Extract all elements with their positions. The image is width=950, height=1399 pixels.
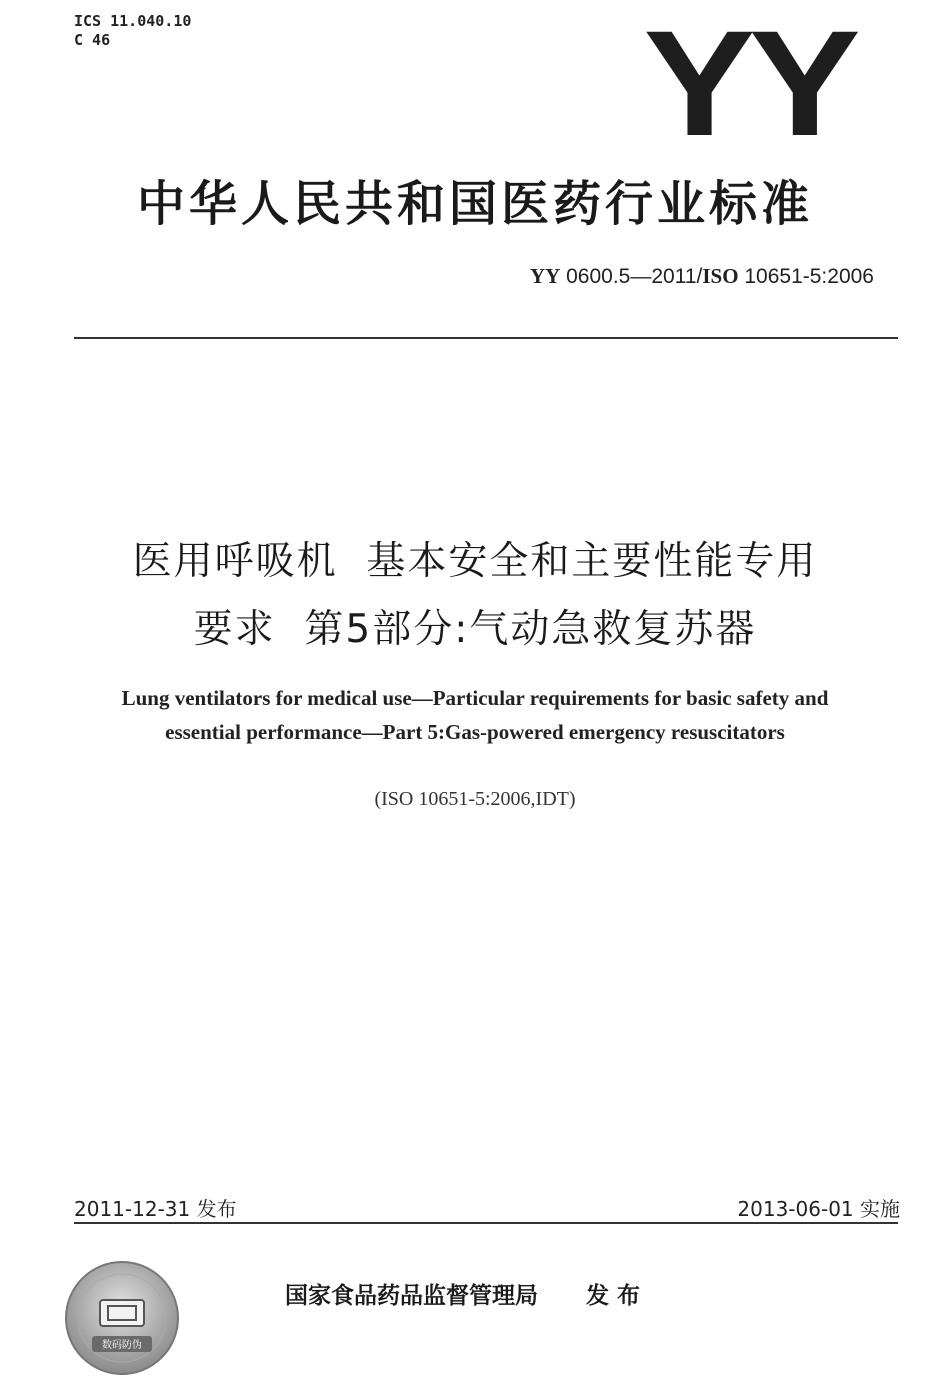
english-title-line-2: essential performance—Part 5:Gas-powered emergency resuscitators xyxy=(165,720,785,744)
adoption-reference: (ISO 10651-5:2006,IDT) xyxy=(374,788,576,810)
implementation-date: 2013-06-01 实施 xyxy=(737,1197,900,1221)
standard-number-mid: 0600.5—2011/ xyxy=(560,265,703,288)
classification-codes xyxy=(74,12,191,50)
standard-number-suffix: 10651-5:2006 xyxy=(738,265,874,288)
chinese-title-line-1: 医用呼吸机 基本安全和主要性能专用 xyxy=(132,539,818,584)
yy-logo: YY xyxy=(643,0,854,167)
anti-counterfeit-seal-icon xyxy=(62,1258,182,1378)
ccs-code: C 46 xyxy=(74,31,111,49)
issue-date: 2011-12-31 发布 xyxy=(74,1197,237,1221)
issuing-authority: 国家食品药品监督管理局 发 布 xyxy=(285,1283,641,1309)
standard-number xyxy=(530,264,874,289)
chinese-title-line-2: 要求 第5部分:气动急救复苏器 xyxy=(193,607,757,652)
header-divider xyxy=(74,337,898,339)
footer-divider xyxy=(74,1222,898,1224)
standard-number-prefix: YY xyxy=(529,264,561,288)
seal-text: 数码防伪 xyxy=(102,1340,142,1351)
standard-category-title: 中华人民共和国医药行业标准 xyxy=(136,176,813,232)
english-title-line-1: Lung ventilators for medical use—Particular requirements for basic safety and xyxy=(121,686,829,710)
standard-number-iso: ISO xyxy=(702,264,739,288)
ics-code: ICS 11.040.10 xyxy=(74,12,192,30)
